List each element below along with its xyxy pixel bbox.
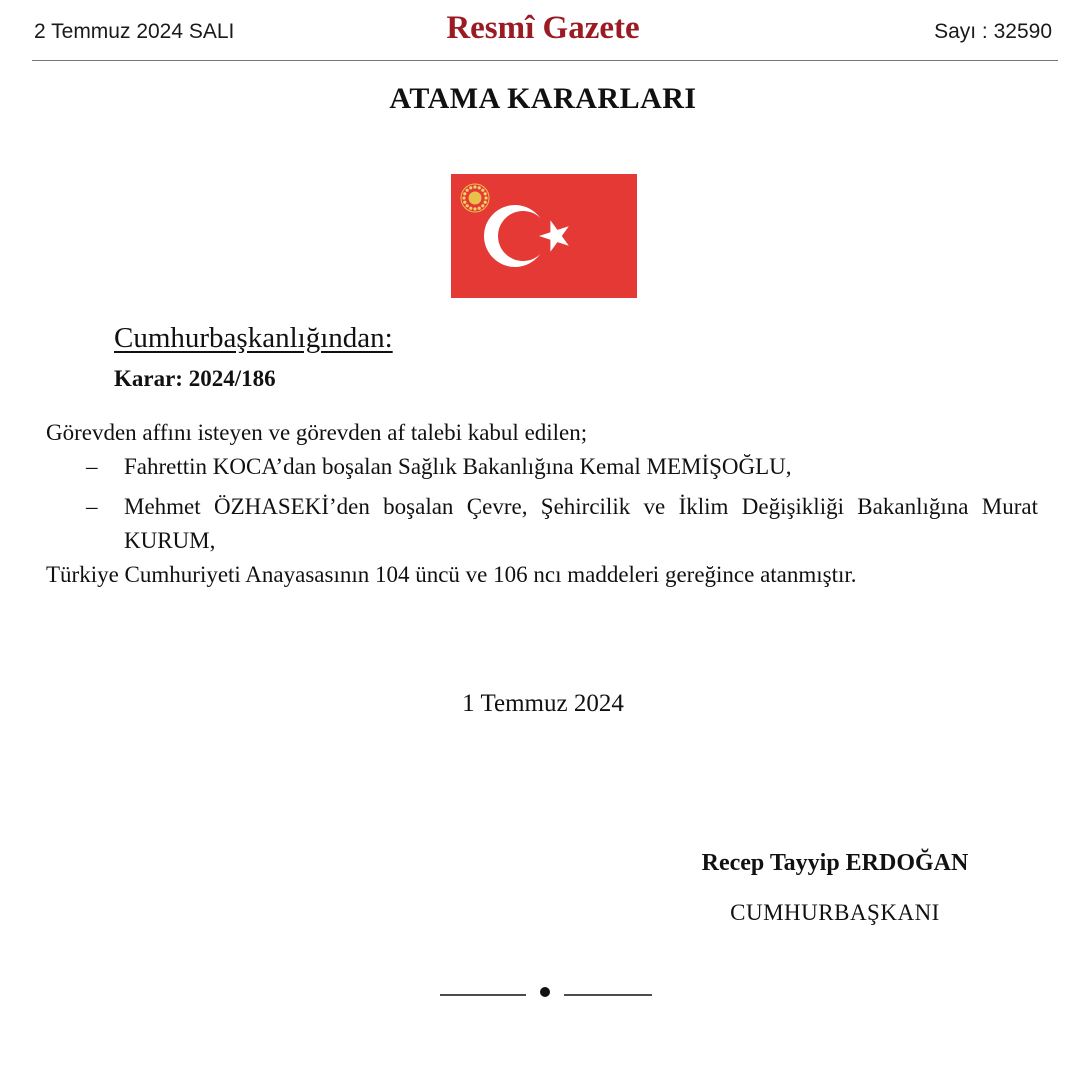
list-dash: – <box>86 454 98 479</box>
decision-number: Karar: 2024/186 <box>114 366 276 391</box>
issuer-heading: Cumhurbaşkanlığından: <box>114 322 393 354</box>
intro-paragraph: Görevden affını isteyen ve görevden af talebi kabul edilen; <box>46 420 588 445</box>
presidential-seal-icon <box>461 184 489 212</box>
signatory-name: Recep Tayyip ERDOĞAN <box>701 850 969 876</box>
document-title: ATAMA KARARLARI <box>389 82 697 115</box>
signatory-title: CUMHURBAŞKANI <box>730 900 940 925</box>
end-of-section-mark <box>440 984 652 1000</box>
gazette-title: Resmî Gazete <box>446 10 640 46</box>
decision-date: 1 Temmuz 2024 <box>462 690 624 717</box>
issue-number: Sayı : 32590 <box>934 20 1052 43</box>
list-dash: – <box>86 494 98 519</box>
closing-paragraph: Türkiye Cumhuriyeti Anayasasının 104 üncü ve 106 ncı maddeleri gereğince atanmıştır. <box>46 562 857 587</box>
header-divider <box>32 60 1058 61</box>
turkish-flag-icon <box>451 174 637 298</box>
header-date: 2 Temmuz 2024 SALI <box>34 20 235 43</box>
appointment-item: Mehmet ÖZHASEKİ’den boşalan Çevre, Şehircilik ve İklim Değişikliği Bakanlığına Murat KURUM, <box>124 494 1038 553</box>
appointment-item: Fahrettin KOCA’dan boşalan Sağlık Bakanlığına Kemal MEMİŞOĞLU, <box>124 454 792 479</box>
